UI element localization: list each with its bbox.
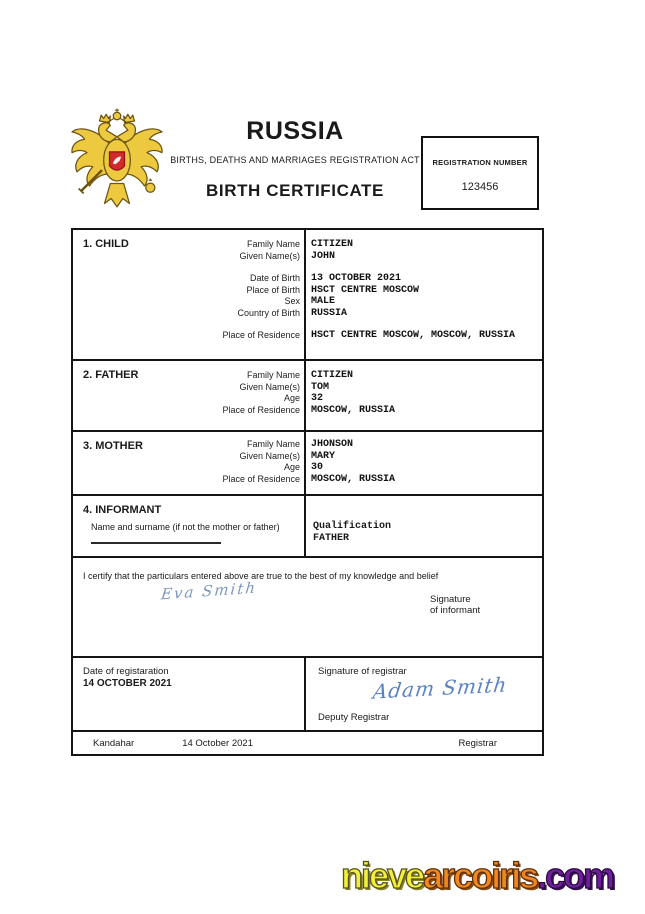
act-line: BIRTHS, DEATHS AND MARRIAGES REGISTRATION ACT (170, 155, 420, 165)
section-child-title: 1. CHILD (83, 238, 129, 250)
column-divider (304, 658, 306, 730)
registrar-signature: Adam Smith (371, 672, 509, 704)
field-row (73, 439, 542, 451)
mother-residence-value: MOSCOW, RUSSIA (311, 473, 396, 485)
child-residence-value: HSCT CENTRE MOSCOW, MOSCOW, RUSSIA (311, 330, 516, 341)
section-mother-title: 3. MOTHER (83, 440, 143, 452)
father-given-name-value: TOM (311, 381, 330, 393)
signature-caption-line2: of informant (430, 605, 481, 616)
field-row (73, 239, 542, 251)
field-row (73, 370, 542, 382)
father-residence-value: MOSCOW, RUSSIA (311, 404, 396, 416)
column-divider (304, 230, 306, 359)
certificate-table (71, 228, 544, 756)
informant-signature: Eva Smith (160, 578, 258, 604)
registrar-signature-label: Signature of registrar (318, 666, 407, 677)
child-country-of-birth-value: RUSSIA (311, 307, 348, 319)
field-row (73, 251, 542, 263)
mother-age-label: Age (283, 462, 300, 472)
informant-name-label: Name and surname (if not the mother or father) (91, 522, 280, 532)
father-given-name-label: Given Name(s) (239, 381, 300, 392)
father-age-label: Age (283, 393, 300, 403)
informant-qualification-value: FATHER (313, 533, 350, 544)
section-child (73, 230, 542, 359)
father-residence-label: Place of Residence (222, 404, 300, 415)
father-family-name-value: CITIZEN (311, 370, 354, 381)
child-given-name-label: Given Name(s) (239, 250, 300, 261)
child-date-of-birth-value: 13 OCTOBER 2021 (311, 273, 402, 284)
field-row (73, 296, 542, 308)
section-father-title: 2. FATHER (83, 369, 139, 381)
section-father (73, 359, 542, 430)
watermark-part1: nieve (341, 855, 424, 896)
child-family-name-value: CITIZEN (311, 239, 354, 250)
mother-age-value: 30 (311, 462, 324, 473)
registration-date-value: 14 OCTOBER 2021 (83, 678, 172, 689)
section-registrar (73, 656, 542, 730)
field-row (73, 462, 542, 474)
registration-date-label: Date of registaration (83, 666, 169, 677)
registration-number-box (421, 136, 539, 210)
watermark-part3: .com (537, 855, 614, 896)
column-divider (304, 361, 306, 430)
column-divider (304, 496, 306, 556)
watermark-nievearcoiris (341, 856, 613, 896)
mother-given-name-label: Given Name(s) (239, 450, 300, 461)
registration-number-label: REGISTRATION NUMBER (432, 158, 528, 167)
section-footer-row (73, 730, 542, 754)
child-family-name-label: Family Name (246, 239, 300, 249)
field-row (73, 393, 542, 405)
child-given-name-value: JOHN (311, 250, 336, 262)
registration-number-value: 123456 (461, 181, 499, 193)
child-place-of-birth-label: Place of Birth (246, 284, 300, 295)
field-row (73, 474, 542, 486)
field-row (73, 382, 542, 394)
field-row (73, 273, 542, 285)
informant-name-line (91, 542, 221, 544)
footer-role: Registrar (458, 737, 497, 749)
child-sex-value: MALE (311, 296, 336, 307)
registrar-title: Deputy Registrar (318, 712, 390, 723)
field-row (73, 308, 542, 320)
field-row (73, 330, 542, 342)
child-place-of-birth-value: HSCT CENTRE MOSCOW (311, 284, 420, 296)
section-informant (73, 494, 542, 556)
section-mother (73, 430, 542, 494)
russia-coat-of-arms-icon (67, 107, 167, 215)
certificate-header (155, 116, 435, 201)
child-sex-label: Sex (284, 296, 300, 306)
footer-date: 14 October 2021 (182, 737, 253, 749)
child-country-of-birth-label: Country of Birth (237, 307, 300, 318)
mother-family-name-value: JHONSON (311, 439, 354, 450)
column-divider (304, 432, 306, 494)
document-title: BIRTH CERTIFICATE (206, 181, 384, 200)
mother-residence-label: Place of Residence (222, 473, 300, 484)
field-row (73, 285, 542, 297)
field-row (73, 405, 542, 417)
signature-caption-line1: Signature (430, 594, 471, 605)
father-family-name-label: Family Name (246, 370, 300, 380)
section-informant-title: 4. INFORMANT (83, 504, 162, 516)
watermark-part2: arcoiris (423, 855, 538, 896)
mother-family-name-label: Family Name (246, 439, 300, 449)
mother-given-name-value: MARY (311, 450, 336, 462)
certification-statement: I certify that the particulars entered above are true to the best of my knowledge and belief (83, 571, 439, 581)
child-residence-label: Place of Residence (222, 330, 300, 340)
child-date-of-birth-label: Date of Birth (249, 273, 300, 283)
country-title: RUSSIA (246, 117, 344, 145)
field-row (73, 451, 542, 463)
father-age-value: 32 (311, 393, 324, 404)
informant-qualification-label: Qualification (313, 521, 392, 532)
section-certification (73, 556, 542, 656)
footer-place: Kandahar (93, 737, 135, 749)
